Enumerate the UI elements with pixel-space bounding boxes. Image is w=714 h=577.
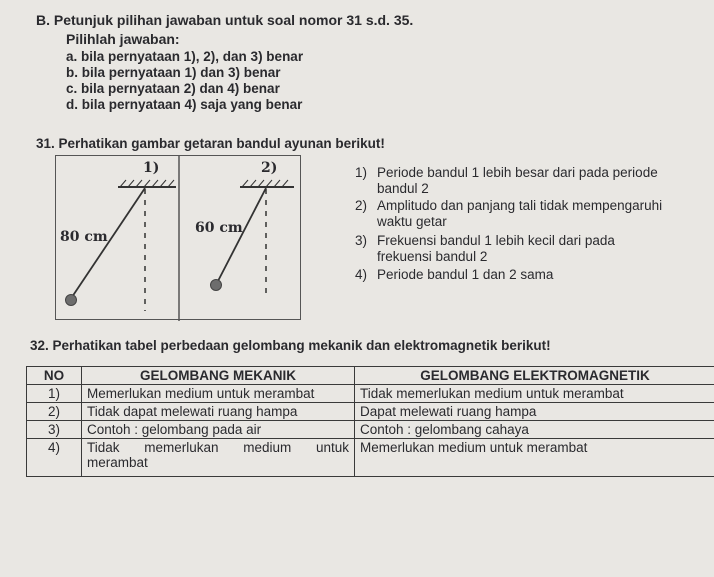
- header-elektromagnetik: GELOMBANG ELEKTROMAGNETIK: [355, 367, 714, 385]
- statement-3-line-1: Frekuensi bandul 1 lebih kecil dari pada: [377, 233, 615, 248]
- row-3-no: 3): [27, 421, 82, 439]
- pendulum-figure: [55, 155, 301, 320]
- ceiling-hatch-2: [242, 180, 288, 187]
- table-row: [27, 385, 714, 403]
- option-c: c. bila pernyataan 2) dan 4) benar: [66, 81, 280, 96]
- row-2-no: 2): [27, 403, 82, 421]
- header-no: NO: [27, 367, 82, 385]
- section-title: B. Petunjuk pilihan jawaban untuk soal nomor 31 s.d. 35.: [36, 12, 414, 28]
- statement-4-num: 4): [355, 267, 368, 282]
- header-mekanik: GELOMBANG MEKANIK: [82, 367, 355, 385]
- statement-2-line-2: waktu getar: [377, 214, 447, 229]
- row-4-elektromagnetik: Memerlukan medium untuk merambat: [355, 439, 714, 477]
- row-3-elektromagnetik: Contoh : gelombang cahaya: [355, 421, 714, 439]
- pendulum-2-label: 2): [261, 160, 278, 176]
- row-1-mekanik: Memerlukan medium untuk merambat: [82, 385, 355, 403]
- length-2-label: 60 cm: [195, 220, 243, 236]
- row-2-elektromagnetik: Dapat melewati ruang hampa: [355, 403, 714, 421]
- statement-2-line-1: Amplitudo dan panjang tali tidak mempengaruhi: [377, 198, 663, 213]
- row-2-mekanik: Tidak dapat melewati ruang hampa: [82, 403, 355, 421]
- table-row: [27, 421, 714, 439]
- row-4-no: 4): [27, 439, 82, 477]
- statement-2-num: 2): [355, 198, 368, 213]
- statement-1-num: 1): [355, 165, 368, 180]
- table-row: [27, 439, 714, 477]
- statement-3-line-2: frekuensi bandul 2: [377, 249, 488, 264]
- table-header-row: [27, 367, 714, 385]
- row-4-mekanik: Tidak memerlukan medium untuk merambat: [82, 439, 355, 477]
- row-3-mekanik: Contoh : gelombang pada air: [82, 421, 355, 439]
- ceiling-hatch-1: [120, 180, 174, 187]
- question-32: 32. Perhatikan tabel perbedaan gelombang mekanik dan elektromagnetik berikut!: [30, 338, 551, 353]
- row-1-elektromagnetik: Tidak memerlukan medium untuk merambat: [355, 385, 714, 403]
- option-a: a. bila pernyataan 1), 2), dan 3) benar: [66, 49, 304, 64]
- statement-1-line-1: Periode bandul 1 lebih besar dari pada periode: [377, 165, 658, 180]
- pendulum-1-label: 1): [143, 160, 160, 176]
- bob-1: [66, 295, 77, 306]
- option-b: b. bila pernyataan 1) dan 3) benar: [66, 65, 281, 80]
- bob-2: [211, 280, 222, 291]
- section-subtitle: Pilihlah jawaban:: [66, 31, 180, 47]
- row-1-no: 1): [27, 385, 82, 403]
- statement-1-line-2: bandul 2: [377, 181, 429, 196]
- statement-4-line-1: Periode bandul 1 dan 2 sama: [377, 267, 554, 282]
- statement-3-num: 3): [355, 233, 368, 248]
- question-31: 31. Perhatikan gambar getaran bandul ayunan berikut!: [36, 136, 385, 151]
- comparison-table: [26, 366, 714, 477]
- table-row: [27, 403, 714, 421]
- length-1-label: 80 cm: [60, 229, 108, 245]
- option-d: d. bila pernyataan 4) saja yang benar: [66, 97, 303, 112]
